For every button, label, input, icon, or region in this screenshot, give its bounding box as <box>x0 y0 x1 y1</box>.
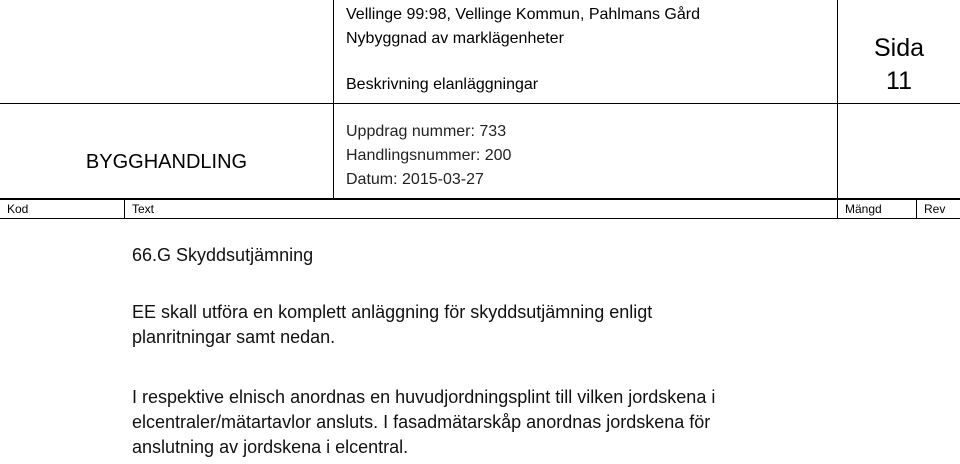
column-mangd: Mängd <box>845 202 882 216</box>
document-subject: Beskrivning elanläggningar <box>346 76 539 93</box>
empty-header-cell <box>837 103 960 199</box>
column-header-row <box>0 199 960 219</box>
paragraph-line: anslutning av jordskena i elcentral. <box>132 437 409 457</box>
page-number-cell <box>837 0 960 104</box>
paragraph-line: I respektive elnisch anordnas en huvudjordningsplint till vilken jordskena i <box>132 387 716 407</box>
paragraph-1 <box>132 300 932 350</box>
paragraph-line: elcentraler/mätartavlor ansluts. I fasadmätarskåp anordnas jordskena för <box>132 412 711 432</box>
document-date: Datum: 2015-03-27 <box>346 171 484 188</box>
document-meta-cell <box>333 103 838 199</box>
document-number: Handlingsnummer: 200 <box>346 147 512 164</box>
column-divider <box>837 200 838 218</box>
column-text: Text <box>132 202 155 216</box>
section-heading: 66.G Skyddsutjämning <box>132 245 314 265</box>
document-type-cell <box>0 103 334 199</box>
column-divider <box>916 200 917 218</box>
column-divider <box>124 200 125 218</box>
paragraph-line: EE skall utföra en komplett anläggning för skyddsutjämning enligt <box>132 302 653 322</box>
column-rev: Rev <box>924 202 946 216</box>
page-label: Sida <box>873 34 925 62</box>
paragraph-line: planritningar samt nedan. <box>132 327 336 347</box>
project-info-cell <box>333 0 838 104</box>
project-name: Vellinge 99:98, Vellinge Kommun, Pahlmans Gård <box>346 6 700 23</box>
column-kod: Kod <box>7 202 29 216</box>
project-description: Nybyggnad av marklägenheter <box>346 30 564 47</box>
paragraph-2 <box>132 385 932 460</box>
page-number: 11 <box>886 67 912 95</box>
document-type: BYGGHANDLING <box>85 151 248 173</box>
assignment-number: Uppdrag nummer: 733 <box>346 123 507 140</box>
